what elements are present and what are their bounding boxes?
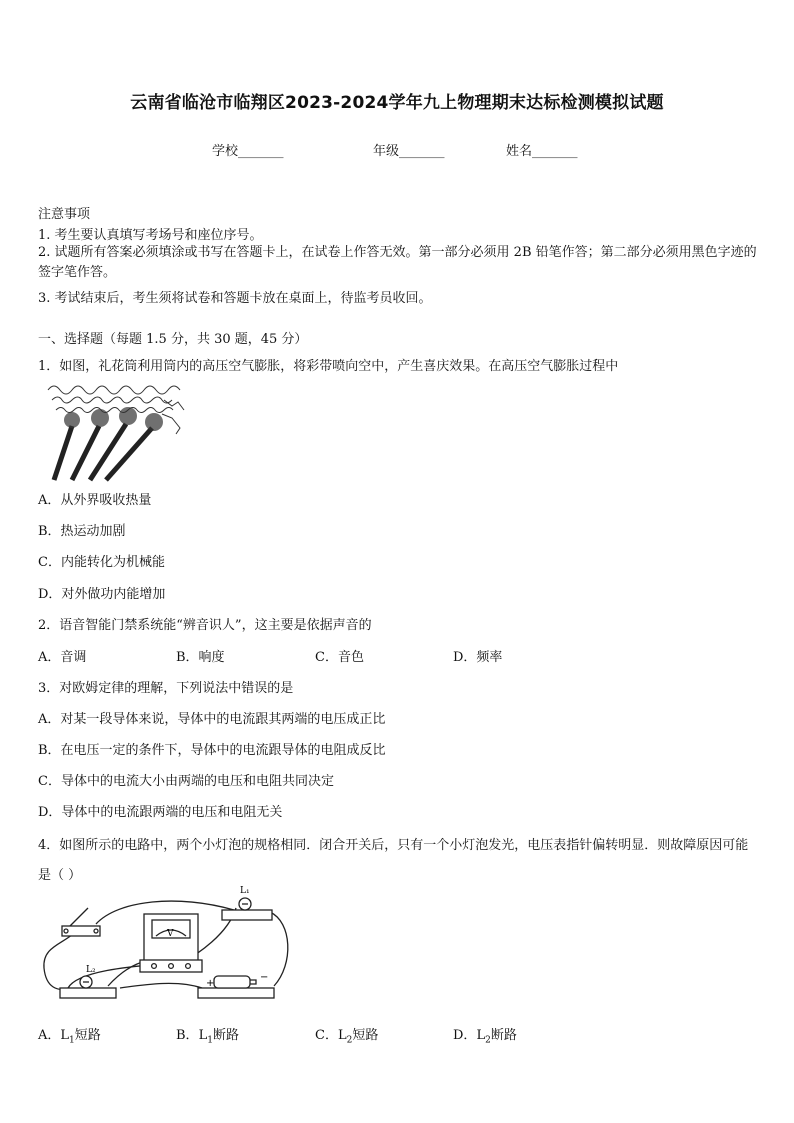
- q1-option-a: A．从外界吸收热量: [38, 493, 152, 508]
- q2-option-d: D．频率: [453, 650, 503, 665]
- battery-minus-label: −: [260, 972, 269, 983]
- section-heading: 一、选择题（每题 1.5 分，共 30 题，45 分）: [38, 332, 308, 347]
- confetti-cannon-figure: [44, 380, 192, 484]
- q4-option-c: C．$L_2$短路: [315, 1028, 379, 1046]
- notice-item-3: 3. 考试结束后，考生须将试卷和答题卡放在桌面上，待监考员收回。: [38, 291, 432, 306]
- q2-option-b: B．响度: [176, 650, 225, 665]
- q1-stem: 1．如图，礼花筒利用筒内的高压空气膨胀，将彩带喷向空中，产生喜庆效果。在高压空气膨胀过程中: [38, 359, 619, 374]
- q1-option-b: B．热运动加剧: [38, 524, 126, 539]
- grade-field: 年级_______: [373, 144, 445, 159]
- q3-stem: 3．对欧姆定律的理解，下列说法中错误的是: [38, 681, 294, 696]
- q3-option-d: D．导体中的电流跟两端的电压和电阻无关: [38, 805, 283, 820]
- l1-label: L₁: [240, 886, 250, 896]
- q4-option-a: A．$L_1$短路: [38, 1028, 101, 1046]
- voltmeter-label: V: [167, 929, 174, 939]
- circuit-figure: [38, 884, 294, 1004]
- q4-option-d: D．$L_2$断路: [453, 1028, 517, 1046]
- q4-stem: 4．如图所示的电路中，两个小灯泡的规格相同．闭合开关后，只有一个小灯泡发光，电压表指针偏转明显．则故障原因可能是（ ）: [38, 838, 749, 883]
- q1-option-c: C．内能转化为机械能: [38, 555, 165, 570]
- q3-option-b: B．在电压一定的条件下，导体中的电流跟导体的电阻成反比: [38, 743, 386, 758]
- q2-stem: 2．语音智能门禁系统能“辨音识人”，这主要是依据声音的: [38, 618, 372, 633]
- name-field: 姓名_______: [506, 144, 578, 159]
- q3-option-c: C．导体中的电流大小由两端的电压和电阻共同决定: [38, 774, 334, 789]
- notice-heading: 注意事项: [38, 207, 91, 222]
- notice-item-2: 2. 试题所有答案必须填涂或书写在答题卡上，在试卷上作答无效。第一部分必须用 2B 铅笔作答；第二部分必须用黑色字迹的签字笔作答。: [38, 245, 757, 280]
- q2-option-a: A．音调: [38, 650, 87, 665]
- q4-option-b: B．$L_1$断路: [176, 1028, 239, 1046]
- l2-label: L₂: [86, 965, 96, 975]
- q2-option-c: C．音色: [315, 650, 364, 665]
- battery-plus-label: +: [206, 978, 215, 989]
- q3-option-a: A．对某一段导体来说，导体中的电流跟其两端的电压成正比: [38, 712, 386, 727]
- q1-option-d: D．对外做功内能增加: [38, 587, 166, 602]
- school-field: 学校_______: [212, 144, 284, 159]
- page-title: 云南省临沧市临翔区2023-2024学年九上物理期末达标检测模拟试题: [130, 93, 664, 113]
- notice-item-1: 1. 考生要认真填写考场号和座位序号。: [38, 228, 263, 243]
